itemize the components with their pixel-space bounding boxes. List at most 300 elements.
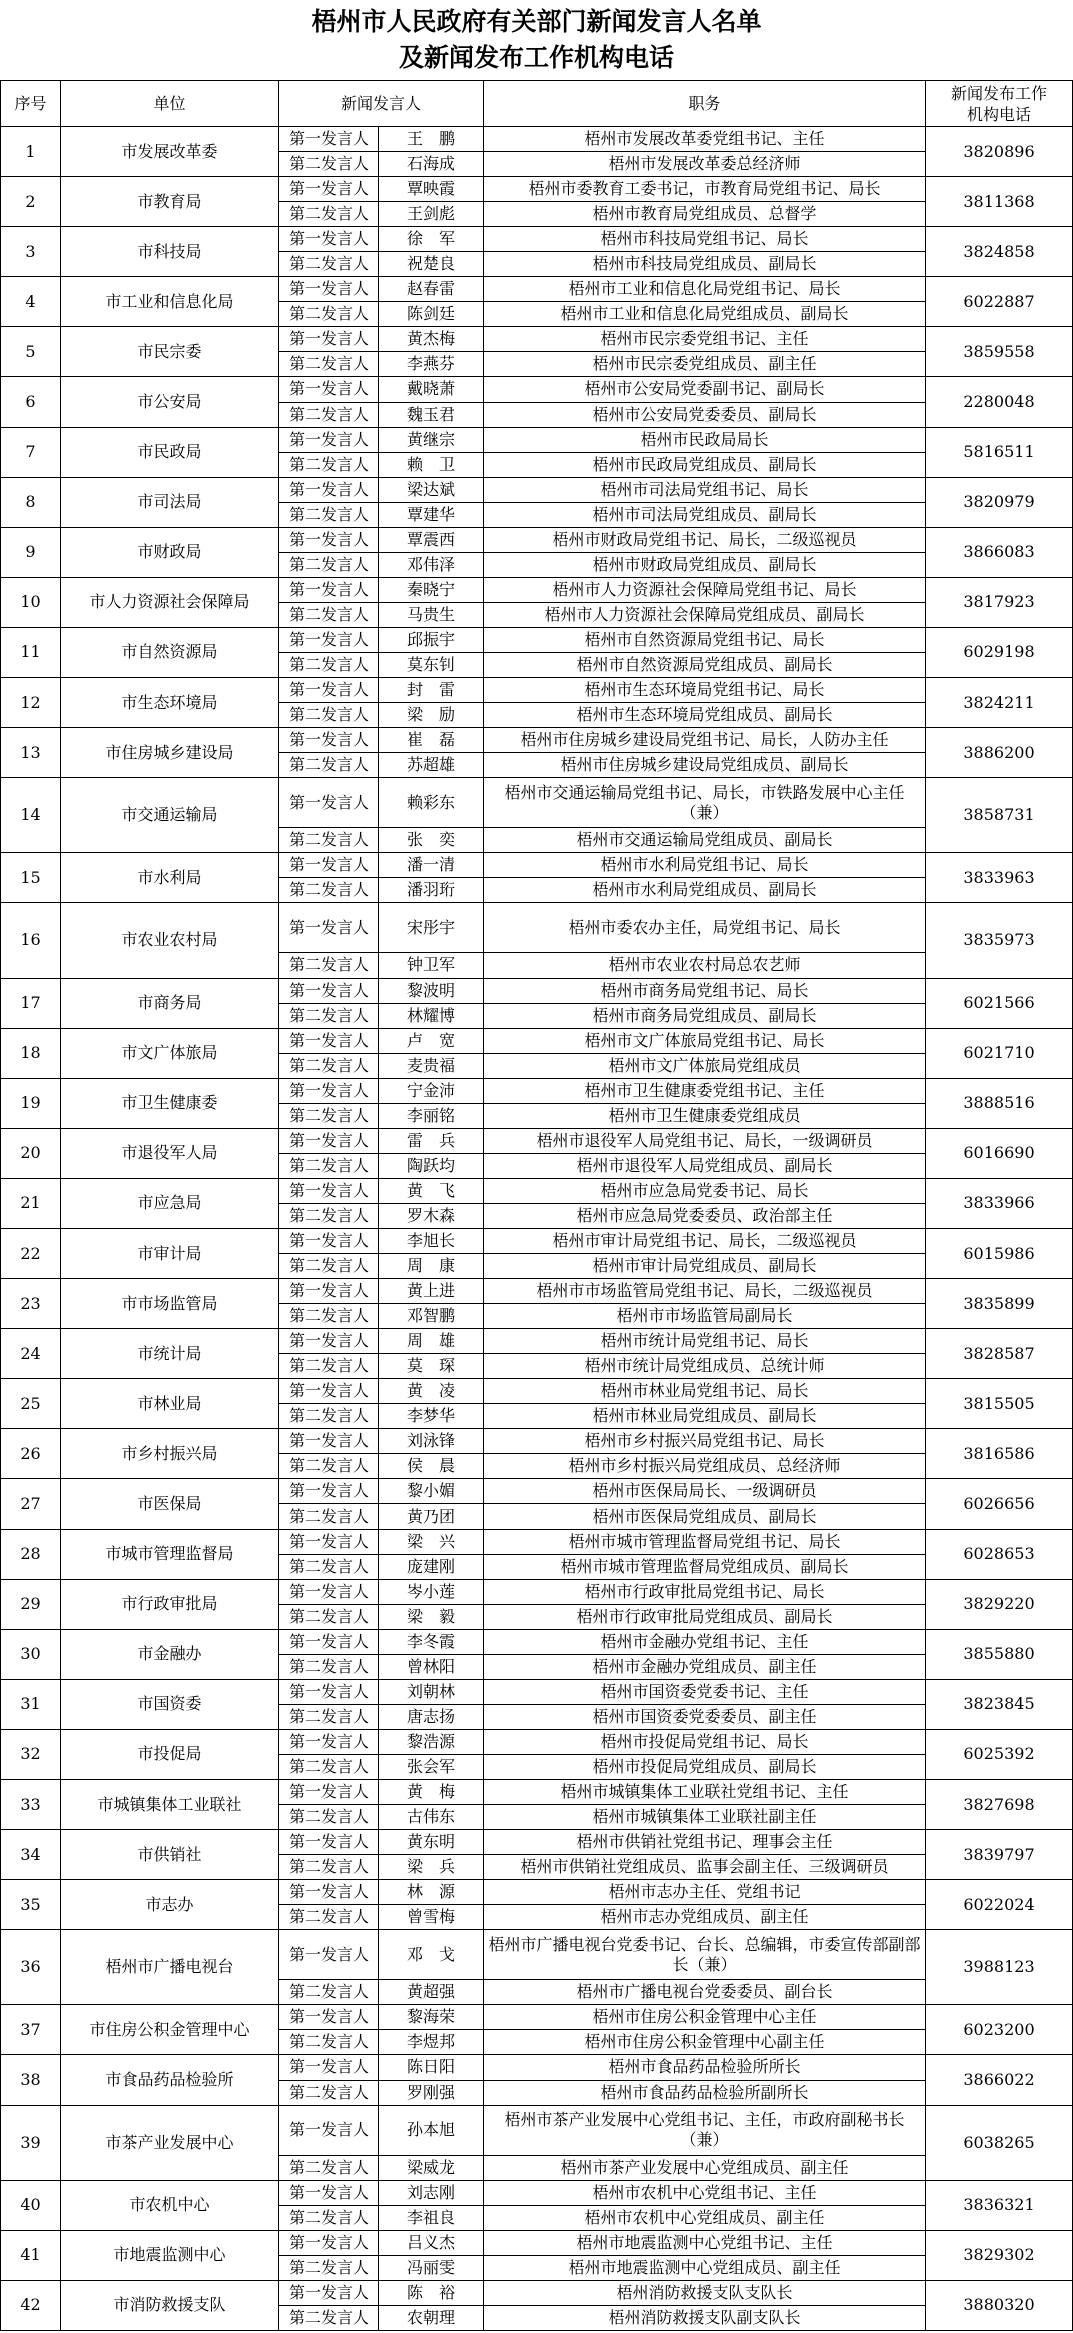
spokesperson-role: 第一发言人 bbox=[279, 1078, 379, 1103]
spokesperson-role: 第二发言人 bbox=[279, 2030, 379, 2055]
spokesperson-name: 林 源 bbox=[379, 1880, 484, 1905]
spokesperson-position: 梧州市商务局党组成员、副局长 bbox=[484, 1003, 926, 1028]
spokesperson-name: 马贵生 bbox=[379, 602, 484, 627]
table-row bbox=[1, 2180, 1073, 2205]
spokesperson-position: 梧州市应急局党委书记、局长 bbox=[484, 1178, 926, 1203]
table-row bbox=[1, 1429, 1073, 1454]
table-row bbox=[1, 1729, 1073, 1754]
spokesperson-role: 第一发言人 bbox=[279, 678, 379, 703]
spokesperson-position: 梧州市志办党组成员、副主任 bbox=[484, 1905, 926, 1930]
spokesperson-name: 刘朝林 bbox=[379, 1679, 484, 1704]
row-number: 11 bbox=[1, 627, 61, 677]
spokesperson-position: 梧州消防救援支队副支队长 bbox=[484, 2305, 926, 2330]
spokesperson-position: 梧州市农业农村局总农艺师 bbox=[484, 953, 926, 978]
spokesperson-role: 第一发言人 bbox=[279, 978, 379, 1003]
spokesperson-role: 第一发言人 bbox=[279, 227, 379, 252]
table-row bbox=[1, 2230, 1073, 2255]
spokesperson-position: 梧州市林业局党组成员、副局长 bbox=[484, 1404, 926, 1429]
unit-name: 市地震监测中心 bbox=[61, 2230, 279, 2280]
spokesperson-position: 梧州市城镇集体工业联社党组书记、主任 bbox=[484, 1780, 926, 1805]
spokesperson-position: 梧州市投促局党组成员、副局长 bbox=[484, 1754, 926, 1779]
row-number: 28 bbox=[1, 1529, 61, 1579]
table-row bbox=[1, 1679, 1073, 1704]
spokesperson-position: 梧州市民政局局长 bbox=[484, 427, 926, 452]
title-line-2: 及新闻发布工作机构电话 bbox=[398, 43, 674, 72]
unit-name: 市金融办 bbox=[61, 1629, 279, 1679]
spokesperson-position: 梧州市科技局党组成员、副局长 bbox=[484, 252, 926, 277]
spokesperson-name: 赖彩东 bbox=[379, 778, 484, 828]
spokesperson-position: 梧州市司法局党组书记、局长 bbox=[484, 477, 926, 502]
spokesperson-name: 王剑彪 bbox=[379, 202, 484, 227]
spokesperson-position: 梧州市国资委党委委员、副主任 bbox=[484, 1704, 926, 1729]
spokesperson-position: 梧州市退役军人局党组书记、局长，一级调研员 bbox=[484, 1128, 926, 1153]
table-row bbox=[1, 2005, 1073, 2030]
spokesperson-role: 第二发言人 bbox=[279, 652, 379, 677]
row-number: 20 bbox=[1, 1128, 61, 1178]
press-office-phone: 6022024 bbox=[926, 1880, 1073, 1930]
spokesperson-position: 梧州市广播电视台党委书记、台长、总编辑，市委宣传部副部长（兼） bbox=[484, 1930, 926, 1980]
spokesperson-name: 祝楚良 bbox=[379, 252, 484, 277]
spokesperson-position: 梧州市国资委党委书记、主任 bbox=[484, 1679, 926, 1704]
spokesperson-name: 黎浩源 bbox=[379, 1729, 484, 1754]
row-number: 34 bbox=[1, 1830, 61, 1880]
press-office-phone: 3855880 bbox=[926, 1629, 1073, 1679]
unit-name: 市卫生健康委 bbox=[61, 1078, 279, 1128]
spokesperson-position: 梧州市市场监管局副局长 bbox=[484, 1304, 926, 1329]
spokesperson-name: 徐 军 bbox=[379, 227, 484, 252]
spokesperson-role: 第一发言人 bbox=[279, 2280, 379, 2305]
spokesperson-role: 第二发言人 bbox=[279, 202, 379, 227]
spokesperson-position: 梧州市食品药品检验所所长 bbox=[484, 2055, 926, 2080]
row-number: 38 bbox=[1, 2055, 61, 2105]
spokesperson-position: 梧州市退役军人局党组成员、副局长 bbox=[484, 1153, 926, 1178]
row-number: 14 bbox=[1, 778, 61, 853]
spokesperson-name: 李煜邦 bbox=[379, 2030, 484, 2055]
spokesperson-name: 梁达斌 bbox=[379, 477, 484, 502]
spokesperson-role: 第二发言人 bbox=[279, 753, 379, 778]
press-office-phone: 3815505 bbox=[926, 1379, 1073, 1429]
spokesperson-position: 梧州市教育局党组成员、总督学 bbox=[484, 202, 926, 227]
spokesperson-role: 第一发言人 bbox=[279, 1228, 379, 1253]
table-row bbox=[1, 903, 1073, 953]
press-office-phone: 3835899 bbox=[926, 1279, 1073, 1329]
spokesperson-name: 周 康 bbox=[379, 1254, 484, 1279]
spokesperson-name: 麦贵福 bbox=[379, 1053, 484, 1078]
spokesperson-name: 宁金沛 bbox=[379, 1078, 484, 1103]
row-number: 40 bbox=[1, 2180, 61, 2230]
spokesperson-role: 第一发言人 bbox=[279, 728, 379, 753]
spokesperson-role: 第二发言人 bbox=[279, 1504, 379, 1529]
press-office-phone: 3988123 bbox=[926, 1930, 1073, 2005]
row-number: 27 bbox=[1, 1479, 61, 1529]
spokesperson-position: 梧州市农机中心党组书记、主任 bbox=[484, 2180, 926, 2205]
row-number: 19 bbox=[1, 1078, 61, 1128]
unit-name: 市农业农村局 bbox=[61, 903, 279, 978]
press-office-phone: 6015986 bbox=[926, 1228, 1073, 1278]
spokesperson-role: 第一发言人 bbox=[279, 853, 379, 878]
spokesperson-role: 第一发言人 bbox=[279, 1629, 379, 1654]
table-row bbox=[1, 127, 1073, 152]
spokesperson-position: 梧州市乡村振兴局党组书记、局长 bbox=[484, 1429, 926, 1454]
spokesperson-position: 梧州市投促局党组书记、局长 bbox=[484, 1729, 926, 1754]
spokesperson-position: 梧州市统计局党组成员、总统计师 bbox=[484, 1354, 926, 1379]
spokesperson-role: 第一发言人 bbox=[279, 277, 379, 302]
row-number: 41 bbox=[1, 2230, 61, 2280]
spokesperson-name: 梁 兴 bbox=[379, 1529, 484, 1554]
spokesperson-role: 第一发言人 bbox=[279, 177, 379, 202]
spokesperson-role: 第一发言人 bbox=[279, 2055, 379, 2080]
spokesperson-role: 第一发言人 bbox=[279, 627, 379, 652]
row-number: 15 bbox=[1, 853, 61, 903]
spokesperson-name: 秦晓宁 bbox=[379, 577, 484, 602]
spokesperson-name: 刘志刚 bbox=[379, 2180, 484, 2205]
spokesperson-role: 第一发言人 bbox=[279, 1830, 379, 1855]
unit-name: 市城镇集体工业联社 bbox=[61, 1780, 279, 1830]
row-number: 1 bbox=[1, 127, 61, 177]
row-number: 25 bbox=[1, 1379, 61, 1429]
spokesperson-position: 梧州市供销社党组成员、监事会副主任、三级调研员 bbox=[484, 1855, 926, 1880]
row-number: 21 bbox=[1, 1178, 61, 1228]
spokesperson-position: 梧州市人力资源社会保障局党组成员、副局长 bbox=[484, 602, 926, 627]
press-office-phone: 3820979 bbox=[926, 477, 1073, 527]
spokesperson-name: 戴晓萧 bbox=[379, 377, 484, 402]
spokesperson-role: 第一发言人 bbox=[279, 2180, 379, 2205]
row-number: 24 bbox=[1, 1329, 61, 1379]
spokesperson-position: 梧州市市场监管局党组书记、局长，二级巡视员 bbox=[484, 1279, 926, 1304]
spokesperson-name: 古伟东 bbox=[379, 1805, 484, 1830]
spokesperson-name: 陈剑廷 bbox=[379, 302, 484, 327]
table-row bbox=[1, 728, 1073, 753]
spokesperson-name: 封 雷 bbox=[379, 678, 484, 703]
spokesperson-name: 覃震西 bbox=[379, 527, 484, 552]
spokesperson-position: 梧州市发展改革委总经济师 bbox=[484, 152, 926, 177]
spokesperson-position: 梧州市卫生健康委党组成员 bbox=[484, 1103, 926, 1128]
press-office-phone: 6021710 bbox=[926, 1028, 1073, 1078]
spokesperson-role: 第二发言人 bbox=[279, 502, 379, 527]
spokesperson-name: 梁 毅 bbox=[379, 1604, 484, 1629]
spokesperson-role: 第一发言人 bbox=[279, 377, 379, 402]
row-number: 6 bbox=[1, 377, 61, 427]
table-row bbox=[1, 1880, 1073, 1905]
row-number: 35 bbox=[1, 1880, 61, 1930]
table-row bbox=[1, 1128, 1073, 1153]
press-office-phone: 3829302 bbox=[926, 2230, 1073, 2280]
spokesperson-name: 刘泳锋 bbox=[379, 1429, 484, 1454]
header-no: 序号 bbox=[1, 81, 61, 127]
press-office-phone: 3839797 bbox=[926, 1830, 1073, 1880]
spokesperson-position: 梧州市统计局党组书记、局长 bbox=[484, 1329, 926, 1354]
header-phone bbox=[926, 81, 1073, 127]
unit-name: 市教育局 bbox=[61, 177, 279, 227]
unit-name: 市人力资源社会保障局 bbox=[61, 577, 279, 627]
unit-name: 市消防救援支队 bbox=[61, 2280, 279, 2330]
spokesperson-role: 第二发言人 bbox=[279, 1980, 379, 2005]
table-row bbox=[1, 1930, 1073, 1980]
table-row bbox=[1, 227, 1073, 252]
unit-name: 市科技局 bbox=[61, 227, 279, 277]
row-number: 42 bbox=[1, 2280, 61, 2330]
press-office-phone: 3820896 bbox=[926, 127, 1073, 177]
press-office-phone: 3824211 bbox=[926, 678, 1073, 728]
spokesperson-position: 梧州市商务局党组书记、局长 bbox=[484, 978, 926, 1003]
spokesperson-name: 林耀博 bbox=[379, 1003, 484, 1028]
unit-name: 市茶产业发展中心 bbox=[61, 2105, 279, 2180]
spokesperson-role: 第二发言人 bbox=[279, 2155, 379, 2180]
row-number: 10 bbox=[1, 577, 61, 627]
unit-name: 市食品药品检验所 bbox=[61, 2055, 279, 2105]
press-office-phone: 3858731 bbox=[926, 778, 1073, 853]
press-office-phone: 6025392 bbox=[926, 1729, 1073, 1779]
spokesperson-position: 梧州市城镇集体工业联社副主任 bbox=[484, 1805, 926, 1830]
spokesperson-position: 梧州市林业局党组书记、局长 bbox=[484, 1379, 926, 1404]
row-number: 39 bbox=[1, 2105, 61, 2180]
press-office-phone: 6038265 bbox=[926, 2105, 1073, 2180]
spokesperson-role: 第一发言人 bbox=[279, 2105, 379, 2155]
spokesperson-name: 黄 凌 bbox=[379, 1379, 484, 1404]
unit-name: 市文广体旅局 bbox=[61, 1028, 279, 1078]
spokesperson-role: 第二发言人 bbox=[279, 878, 379, 903]
spokesperson-role: 第二发言人 bbox=[279, 552, 379, 577]
spokesperson-position: 梧州市公安局党委委员、副局长 bbox=[484, 402, 926, 427]
spokesperson-name: 陈日阳 bbox=[379, 2055, 484, 2080]
spokesperson-name: 赵春雷 bbox=[379, 277, 484, 302]
table-row bbox=[1, 853, 1073, 878]
spokesperson-name: 宋彤宇 bbox=[379, 903, 484, 953]
spokesperson-name: 石海成 bbox=[379, 152, 484, 177]
table-row bbox=[1, 1329, 1073, 1354]
unit-name: 市投促局 bbox=[61, 1729, 279, 1779]
spokesperson-position: 梧州市金融办党组书记、主任 bbox=[484, 1629, 926, 1654]
unit-name: 市住房公积金管理中心 bbox=[61, 2005, 279, 2055]
press-office-phone: 3811368 bbox=[926, 177, 1073, 227]
spokesperson-position: 梧州市城市管理监督局党组书记、局长 bbox=[484, 1529, 926, 1554]
table-row bbox=[1, 678, 1073, 703]
spokesperson-position: 梧州市人力资源社会保障局党组书记、局长 bbox=[484, 577, 926, 602]
spokesperson-role: 第二发言人 bbox=[279, 2080, 379, 2105]
press-office-phone: 6023200 bbox=[926, 2005, 1073, 2055]
spokesperson-position: 梧州市财政局党组成员、副局长 bbox=[484, 552, 926, 577]
spokesperson-name: 莫东钊 bbox=[379, 652, 484, 677]
spokesperson-role: 第一发言人 bbox=[279, 477, 379, 502]
press-office-phone: 3866022 bbox=[926, 2055, 1073, 2105]
spokesperson-name: 唐志扬 bbox=[379, 1704, 484, 1729]
header-phone-line-2: 机构电话 bbox=[967, 104, 1032, 124]
table-row bbox=[1, 1830, 1073, 1855]
spokesperson-name: 崔 磊 bbox=[379, 728, 484, 753]
spokesperson-position: 梧州市水利局党组书记、局长 bbox=[484, 853, 926, 878]
spokesperson-position: 梧州市民宗委党组书记、主任 bbox=[484, 327, 926, 352]
spokesperson-position: 梧州市应急局党委委员、政治部主任 bbox=[484, 1203, 926, 1228]
spokesperson-position: 梧州市志办主任、党组书记 bbox=[484, 1880, 926, 1905]
header-position: 职务 bbox=[484, 81, 926, 127]
table-row bbox=[1, 778, 1073, 828]
spokesperson-name: 陶跃均 bbox=[379, 1153, 484, 1178]
header-unit: 单位 bbox=[61, 81, 279, 127]
spokesperson-role: 第二发言人 bbox=[279, 1103, 379, 1128]
spokesperson-role: 第一发言人 bbox=[279, 2005, 379, 2030]
row-number: 4 bbox=[1, 277, 61, 327]
spokesperson-role: 第二发言人 bbox=[279, 1254, 379, 1279]
spokesperson-role: 第二发言人 bbox=[279, 1203, 379, 1228]
spokesperson-role: 第一发言人 bbox=[279, 1930, 379, 1980]
spokesperson-role: 第二发言人 bbox=[279, 1304, 379, 1329]
spokesperson-position: 梧州市供销社党组书记、理事会主任 bbox=[484, 1830, 926, 1855]
spokesperson-name: 李旭长 bbox=[379, 1228, 484, 1253]
unit-name: 市审计局 bbox=[61, 1228, 279, 1278]
row-number: 9 bbox=[1, 527, 61, 577]
spokesperson-position: 梧州市生态环境局党组书记、局长 bbox=[484, 678, 926, 703]
press-office-phone: 3886200 bbox=[926, 728, 1073, 778]
unit-name: 市乡村振兴局 bbox=[61, 1429, 279, 1479]
spokesperson-role: 第一发言人 bbox=[279, 1729, 379, 1754]
spokesperson-name: 罗刚强 bbox=[379, 2080, 484, 2105]
spokesperson-position: 梧州市自然资源局党组书记、局长 bbox=[484, 627, 926, 652]
spokesperson-position: 梧州市茶产业发展中心党组书记、主任，市政府副秘书长（兼） bbox=[484, 2105, 926, 2155]
table-row bbox=[1, 2280, 1073, 2305]
spokesperson-name: 庞建刚 bbox=[379, 1554, 484, 1579]
spokesperson-name: 张会军 bbox=[379, 1754, 484, 1779]
table-row bbox=[1, 1379, 1073, 1404]
press-office-phone: 3835973 bbox=[926, 903, 1073, 978]
spokesperson-name: 黎波明 bbox=[379, 978, 484, 1003]
table-row bbox=[1, 1178, 1073, 1203]
title-line-1: 梧州市人民政府有关部门新闻发言人名单 bbox=[311, 7, 762, 36]
spokesperson-name: 李梦华 bbox=[379, 1404, 484, 1429]
unit-name: 市供销社 bbox=[61, 1830, 279, 1880]
press-office-phone: 3824858 bbox=[926, 227, 1073, 277]
press-office-phone: 3828587 bbox=[926, 1329, 1073, 1379]
row-number: 16 bbox=[1, 903, 61, 978]
spokesperson-position: 梧州市交通运输局党组成员、副局长 bbox=[484, 828, 926, 853]
spokesperson-role: 第二发言人 bbox=[279, 2205, 379, 2230]
row-number: 7 bbox=[1, 427, 61, 477]
table-row bbox=[1, 427, 1073, 452]
spokesperson-name: 覃映霞 bbox=[379, 177, 484, 202]
spokesperson-role: 第二发言人 bbox=[279, 703, 379, 728]
unit-name: 市工业和信息化局 bbox=[61, 277, 279, 327]
unit-name: 市自然资源局 bbox=[61, 627, 279, 677]
spokesperson-name: 覃建华 bbox=[379, 502, 484, 527]
spokesperson-position: 梧州市民政局党组成员、副局长 bbox=[484, 452, 926, 477]
table-row bbox=[1, 1228, 1073, 1253]
spokesperson-name: 吕义杰 bbox=[379, 2230, 484, 2255]
spokesperson-role: 第二发言人 bbox=[279, 1404, 379, 1429]
spokesperson-position: 梧州市文广体旅局党组书记、局长 bbox=[484, 1028, 926, 1053]
spokesperson-position: 梧州市民宗委党组成员、副主任 bbox=[484, 352, 926, 377]
press-office-phone: 3836321 bbox=[926, 2180, 1073, 2230]
spokesperson-position: 梧州市医保局党组成员、副局长 bbox=[484, 1504, 926, 1529]
spokesperson-name: 潘羽珩 bbox=[379, 878, 484, 903]
spokesperson-position: 梧州市住房公积金管理中心主任 bbox=[484, 2005, 926, 2030]
spokesperson-name: 黄乃团 bbox=[379, 1504, 484, 1529]
row-number: 31 bbox=[1, 1679, 61, 1729]
spokesperson-name: 黄 飞 bbox=[379, 1178, 484, 1203]
spokesperson-role: 第二发言人 bbox=[279, 152, 379, 177]
table-row bbox=[1, 1028, 1073, 1053]
row-number: 30 bbox=[1, 1629, 61, 1679]
spokesperson-role: 第二发言人 bbox=[279, 1704, 379, 1729]
table-row bbox=[1, 327, 1073, 352]
row-number: 12 bbox=[1, 678, 61, 728]
spokesperson-position: 梧州市生态环境局党组成员、副局长 bbox=[484, 703, 926, 728]
spokesperson-role: 第一发言人 bbox=[279, 527, 379, 552]
spokesperson-position: 梧州市金融办党组成员、副主任 bbox=[484, 1654, 926, 1679]
spokesperson-role: 第二发言人 bbox=[279, 953, 379, 978]
spokesperson-role: 第一发言人 bbox=[279, 427, 379, 452]
spokesperson-position: 梧州市审计局党组书记、局长，二级巡视员 bbox=[484, 1228, 926, 1253]
spokesperson-name: 曾林阳 bbox=[379, 1654, 484, 1679]
spokesperson-role: 第二发言人 bbox=[279, 452, 379, 477]
unit-name: 市行政审批局 bbox=[61, 1579, 279, 1629]
unit-name: 市应急局 bbox=[61, 1178, 279, 1228]
spokesperson-role: 第一发言人 bbox=[279, 1178, 379, 1203]
spokesperson-name: 黄 梅 bbox=[379, 1780, 484, 1805]
row-number: 13 bbox=[1, 728, 61, 778]
spokesperson-name: 梁威龙 bbox=[379, 2155, 484, 2180]
unit-name: 市市场监管局 bbox=[61, 1279, 279, 1329]
spokesperson-position: 梧州市委农办主任，局党组书记、局长 bbox=[484, 903, 926, 953]
spokesperson-role: 第二发言人 bbox=[279, 1754, 379, 1779]
spokesperson-position: 梧州市农机中心党组成员、副主任 bbox=[484, 2205, 926, 2230]
spokesperson-position: 梧州市城市管理监督局党组成员、副局长 bbox=[484, 1554, 926, 1579]
press-office-phone: 3817923 bbox=[926, 577, 1073, 627]
spokesperson-role: 第二发言人 bbox=[279, 1855, 379, 1880]
press-office-phone: 6029198 bbox=[926, 627, 1073, 677]
spokesperson-role: 第二发言人 bbox=[279, 1003, 379, 1028]
spokesperson-position: 梧州市食品药品检验所副所长 bbox=[484, 2080, 926, 2105]
spokesperson-position: 梧州市乡村振兴局党组成员、总经济师 bbox=[484, 1454, 926, 1479]
spokesperson-position: 梧州市住房城乡建设局党组书记、局长，人防办主任 bbox=[484, 728, 926, 753]
row-number: 3 bbox=[1, 227, 61, 277]
spokesperson-position: 梧州市发展改革委党组书记、主任 bbox=[484, 127, 926, 152]
table-row bbox=[1, 577, 1073, 602]
spokesperson-position: 梧州市委教育工委书记，市教育局党组书记、局长 bbox=[484, 177, 926, 202]
row-number: 17 bbox=[1, 978, 61, 1028]
table-row bbox=[1, 1780, 1073, 1805]
spokesperson-position: 梧州市茶产业发展中心党组成员、副主任 bbox=[484, 2155, 926, 2180]
spokesperson-position: 梧州市工业和信息化局党组书记、局长 bbox=[484, 277, 926, 302]
unit-name: 市统计局 bbox=[61, 1329, 279, 1379]
press-office-phone: 3859558 bbox=[926, 327, 1073, 377]
table-row bbox=[1, 477, 1073, 502]
press-office-phone: 6022887 bbox=[926, 277, 1073, 327]
spokesperson-name: 黄东明 bbox=[379, 1830, 484, 1855]
spokesperson-role: 第一发言人 bbox=[279, 1529, 379, 1554]
unit-name: 市林业局 bbox=[61, 1379, 279, 1429]
press-office-phone: 3827698 bbox=[926, 1780, 1073, 1830]
spokesperson-role: 第一发言人 bbox=[279, 1780, 379, 1805]
unit-name: 市医保局 bbox=[61, 1479, 279, 1529]
spokesperson-position: 梧州市住房城乡建设局党组成员、副局长 bbox=[484, 753, 926, 778]
spokesperson-role: 第二发言人 bbox=[279, 602, 379, 627]
spokesperson-name: 邓 戈 bbox=[379, 1930, 484, 1980]
spokesperson-role: 第一发言人 bbox=[279, 327, 379, 352]
press-office-phone: 3888516 bbox=[926, 1078, 1073, 1128]
spokesperson-role: 第一发言人 bbox=[279, 1880, 379, 1905]
spokesperson-position: 梧州市工业和信息化局党组成员、副局长 bbox=[484, 302, 926, 327]
spokesperson-name: 黎海荣 bbox=[379, 2005, 484, 2030]
spokesperson-position: 梧州消防救援支队支队长 bbox=[484, 2280, 926, 2305]
header-phone-line-1: 新闻发布工作 bbox=[951, 83, 1048, 103]
spokesperson-name: 曾雪梅 bbox=[379, 1905, 484, 1930]
spokesperson-position: 梧州市自然资源局党组成员、副局长 bbox=[484, 652, 926, 677]
spokesperson-name: 孙本旭 bbox=[379, 2105, 484, 2155]
spokesperson-role: 第二发言人 bbox=[279, 1604, 379, 1629]
table-row bbox=[1, 978, 1073, 1003]
row-number: 22 bbox=[1, 1228, 61, 1278]
spokesperson-name: 赖 卫 bbox=[379, 452, 484, 477]
spokesperson-role: 第二发言人 bbox=[279, 1905, 379, 1930]
